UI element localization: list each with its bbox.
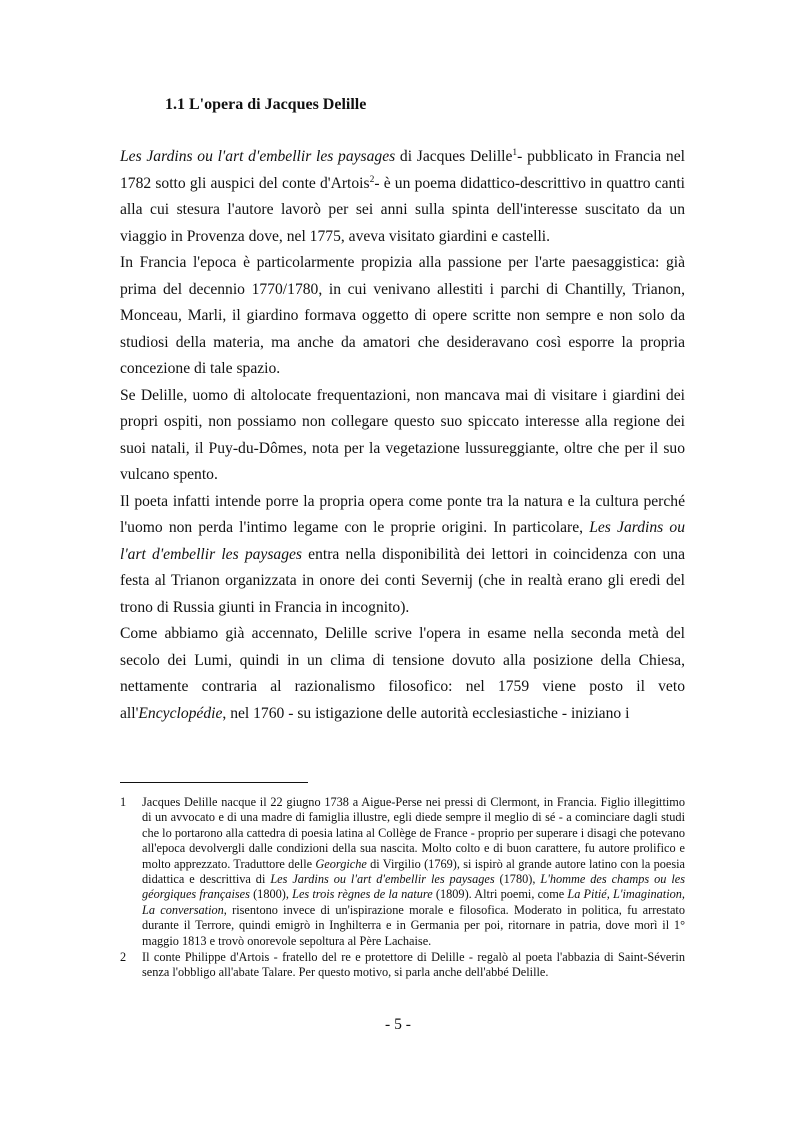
footnote-number: 2 bbox=[120, 950, 127, 965]
paragraph-3: Se Delille, uomo di altolocate frequentazioni, non mancava mai di visitare i giardini dei propri ospiti, non possiamo non collegare questo suo spiccato interesse alla regione dei suoi natali, il Puy-du-Dômes, nota per la vegetazione lussureggiante, oltre che per il suo vulcano spento. bbox=[120, 386, 685, 483]
work-title: Les Jardins ou l'art d'embellir les paysages bbox=[120, 148, 396, 165]
footnote-text: Il conte Philippe d'Artois - fratello del re e protettore di Delille - regalò al poeta l'abbazia di Saint-Séverin senza l'obbligo all'abate Talare. Per questo motivo, si parla anche dell'abbé Delille. bbox=[142, 950, 685, 980]
footnote-divider bbox=[120, 782, 308, 783]
paragraph-2: In Francia l'epoca è particolarmente propizia alla passione per l'arte paesaggistica: già prima del decennio 1770/1780, in cui venivano allestiti i parchi di Chantilly, Trianon, Monceau, Marli, il giardino formava oggetto di opere scritte non sempre e non solo da studiosi della materia, ma anche da amatori che desideravano così esporre la propria concezione di tale spazio. bbox=[120, 254, 685, 377]
footnote-ref-2[interactable]: 2 bbox=[369, 174, 375, 185]
footnotes bbox=[120, 795, 685, 981]
body-text bbox=[120, 144, 685, 727]
page-number: - 5 - bbox=[385, 1016, 411, 1033]
footnote-1 bbox=[120, 795, 685, 949]
work-title: Encyclopédie bbox=[138, 704, 223, 722]
work-title: Les Jardins ou l'art d'embellir les paysages bbox=[120, 519, 685, 563]
section-heading: 1.1 L'opera di Jacques Delille bbox=[165, 96, 367, 113]
footnote-2 bbox=[120, 950, 685, 981]
paragraph-4: Il poeta infatti intende porre la propria opera come ponte tra la natura e la cultura perché l'uomo non perda l'intimo legame con le proprie origini. In particolare, Les Jardins ou l'art d'embellir les paysages entra nella disponibilità dei lettori in coincidenza con una festa al Trianon organizzata in onore dei conti Severnij (che in realtà erano gli eredi del trono di Russia giunti in Francia in incognito). bbox=[120, 492, 685, 616]
paragraph-1: Les Jardins ou l'art d'embellir les paysages di Jacques Delille$^1$- pubblicato in Francia nel 1782 sotto gli auspici del conte d'Artois$^2$- è un poema didattico-descrittivo in quattro canti alla cui stesura l'autore lavorò per sei anni sulla spinta dell'interesse suscitato da un viaggio in Provenza dove, nel 1775, aveva visitato giardini e castelli. bbox=[120, 148, 685, 245]
paragraph-5: Come abbiamo già accennato, Delille scrive l'opera in esame nella seconda metà del secolo dei Lumi, quindi in un clima di tensione dovuto alla posizione della Chiesa, nettamente contraria al razionalismo filosofico: nel 1759 viene posto il veto all'Encyclopédie, nel 1760 - su istigazione delle autorità ecclesiastiche - iniziano i bbox=[120, 625, 685, 722]
footnote-text: Jacques Delille nacque il 22 giugno 1738 a Aigue-Perse nei pressi di Clermont, in Francia. Figlio illegittimo di un avvocato e di una madre di famiglia illustre, egli diede sempre il meglio di sé - a cominciare dagli studi che lo portarono alla cattedra di poesia latina al Collège de France - proprio per superare i disagi che potevano all'epoca devolvergli dalle condizioni della sua nascita. Molto colto e di buon carattere, fu autore prolifico e molto apprezzato. Traduttore delle Georgiche di Virgilio (1769), si ispirò al grande autore latino con la poesia didattica e descrittiva di Les Jardins ou l'art d'embellir les paysages (1780), L'homme des champs ou les géorgiques françaises (1800), Les trois règnes de la nature (1809). Altri poemi, come La Pitié, L'imagination, La conversation, risentono invece di un'ispirazione morale e filosofica. Moderato in politica, fu arrestato durante il Terrore, quindi emigrò in Inghilterra e in Germania per poi, ritornare in patria, dove morì il 1° maggio 1813 e trovò onorevole sepoltura al Père Lachaise. bbox=[142, 795, 686, 948]
footnote-number: 1 bbox=[120, 795, 127, 809]
footnote-ref-1[interactable]: 1 bbox=[512, 148, 518, 158]
